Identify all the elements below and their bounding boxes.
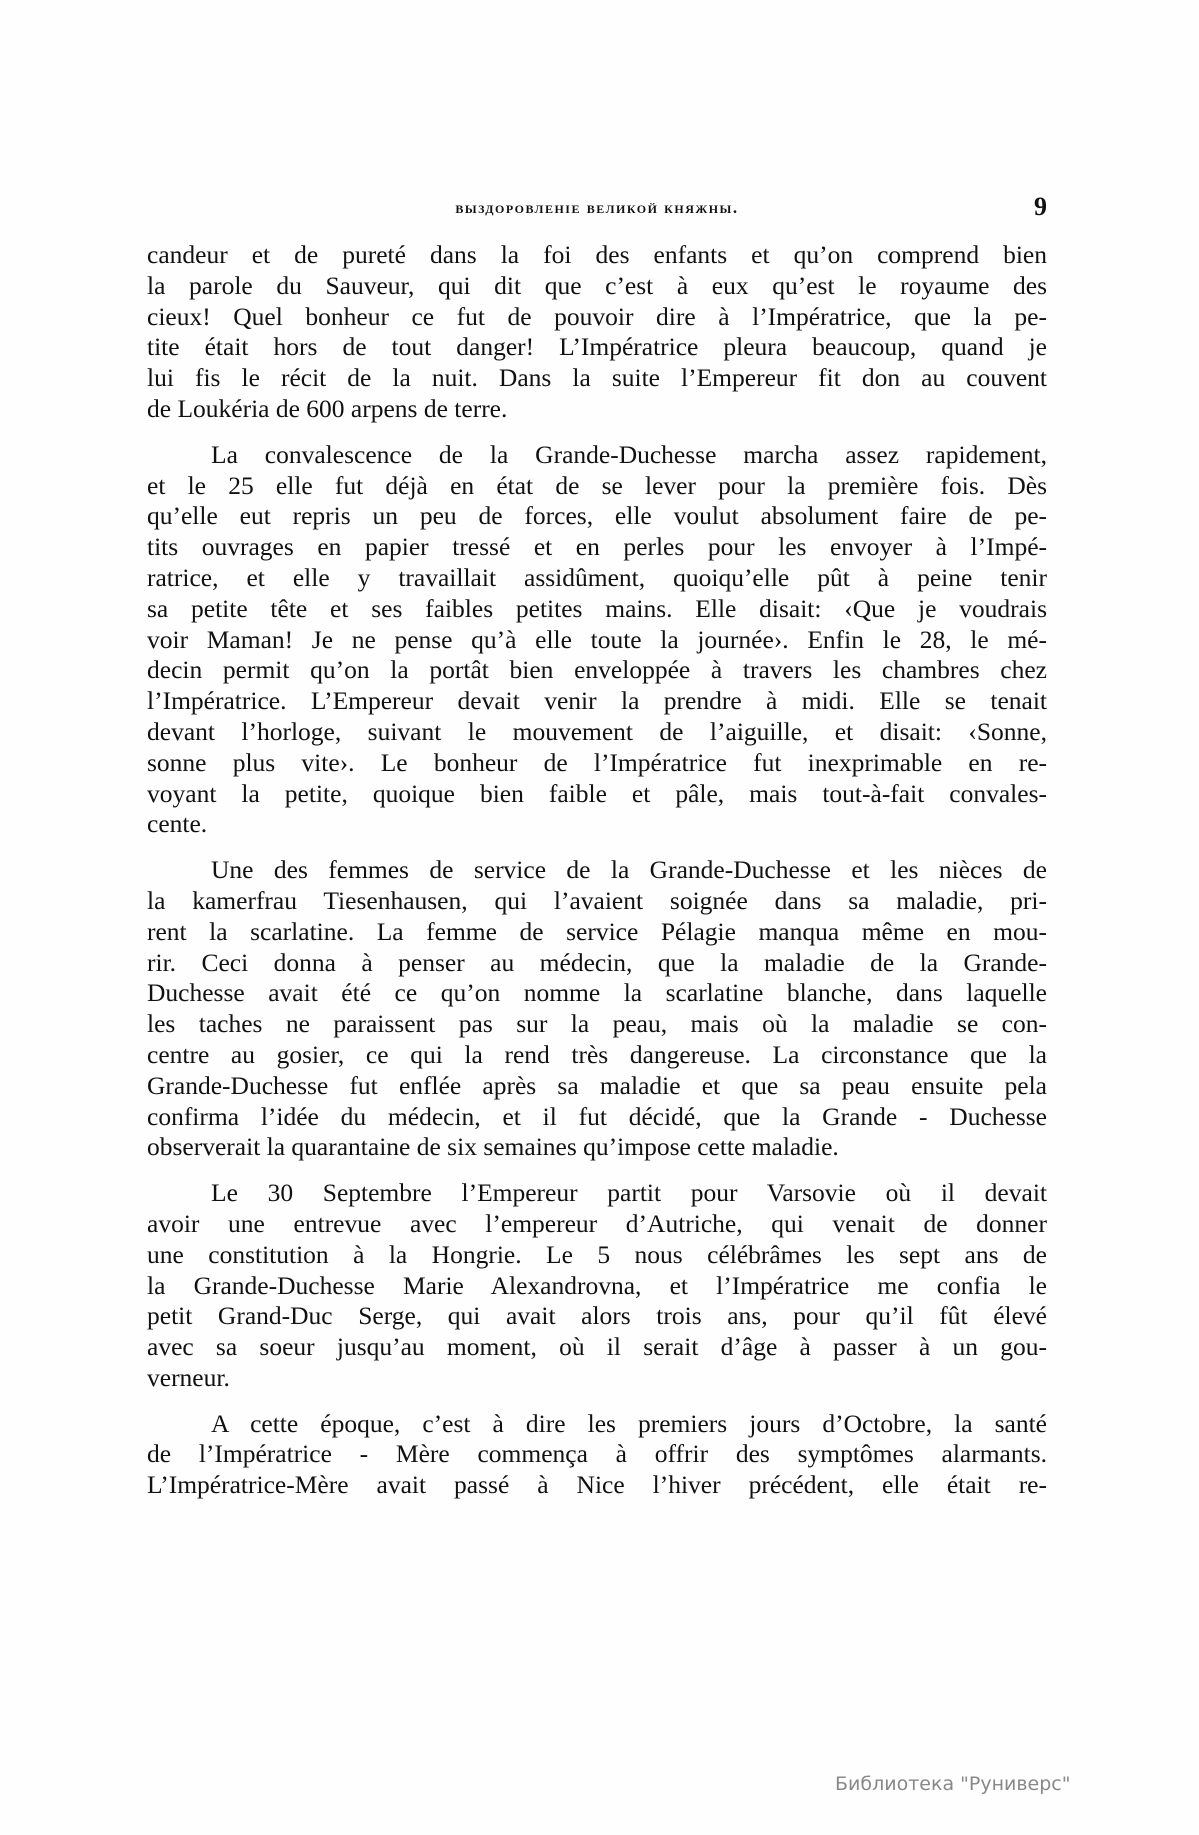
text-line: qu’elle eut repris un peu de forces, elle voulut absolument faire de pe-	[147, 501, 1047, 531]
text-line: rir. Ceci donna à penser au médecin, que la maladie de la Grande-	[147, 947, 1047, 977]
text-line: rent la scarlatine. La femme de service Pélagie manqua même en mou-	[147, 916, 1047, 946]
text-line: Duchesse avait été ce qu’on nomme la scarlatine blanche, dans laquelle	[147, 978, 1047, 1008]
text-line: la kamerfrau Tiesenhausen, qui l’avaient soignée dans sa maladie, pri-	[147, 885, 1047, 915]
text-line: observerait la quarantaine de six semaines qu’impose cette maladie.	[147, 1132, 839, 1162]
body-text	[147, 240, 1047, 1501]
paragraph	[147, 1178, 1047, 1394]
text-line: confirma l’idée du médecin, et il fut décidé, que la Grande - Duchesse	[147, 1101, 1047, 1131]
library-watermark: Библиотека "Руниверс"	[835, 1773, 1071, 1795]
text-line: avoir une entrevue avec l’empereur d’Autriche, qui venait de donner	[147, 1208, 1047, 1238]
running-head	[147, 192, 1047, 224]
text-line: Une des femmes de service de la Grande-Duchesse et les nièces de	[211, 855, 1047, 885]
text-line: cente.	[147, 809, 208, 839]
text-line: La convalescence de la Grande-Duchesse marcha assez rapidement,	[211, 439, 1047, 469]
text-line: tits ouvrages en papier tressé et en perles pour les envoyer à l’Impé-	[147, 532, 1047, 562]
text-line: les taches ne paraissent pas sur la peau, mais où la maladie se con-	[147, 1009, 1047, 1039]
text-line: et le 25 elle fut déjà en état de se lever pour la première fois. Dès	[147, 470, 1047, 500]
text-line: la Grande-Duchesse Marie Alexandrovna, et l’Impératrice me confia le	[147, 1270, 1047, 1300]
text-line: candeur et de pureté dans la foi des enfants et qu’on comprend bien	[147, 240, 1047, 269]
paragraph-gap	[147, 840, 1047, 855]
text-line: de Loukéria de 600 arpens de terre.	[147, 393, 508, 423]
text-line: voyant la petite, quoique bien faible et pâle, mais tout-à-fait convales-	[147, 778, 1047, 808]
paragraph	[147, 440, 1047, 840]
text-line: sa petite tête et ses faibles petites mains. Elle disait: ‹Que je voudrais	[147, 593, 1047, 623]
text-line: ratrice, et elle y travaillait assidûment, quoiqu’elle pût à peine tenir	[147, 562, 1047, 592]
page-number: 9	[1034, 192, 1047, 221]
text-line: voir Maman! Je ne pense qu’à elle toute la journée›. Enfin le 28, le mé-	[147, 624, 1047, 654]
paragraph	[147, 855, 1047, 1163]
text-line: de l’Impératrice - Mère commença à offrir des symptômes alarmants.	[147, 1439, 1047, 1469]
text-line: avec sa soeur jusqu’au moment, où il serait d’âge à passer à un gou-	[147, 1332, 1047, 1362]
paragraph-gap	[147, 1394, 1047, 1409]
text-line: l’Impératrice. L’Empereur devait venir la prendre à midi. Elle se tenait	[147, 686, 1047, 716]
paragraph	[147, 1409, 1047, 1501]
paragraph	[147, 240, 1047, 425]
text-line: sonne plus vite›. Le bonheur de l’Impératrice fut inexprimable en re-	[147, 747, 1047, 777]
text-line: Grande-Duchesse fut enflée après sa maladie et que sa peau ensuite pela	[147, 1070, 1047, 1100]
text-line: centre au gosier, ce qui la rend très dangereuse. La circonstance que la	[147, 1039, 1047, 1069]
text-line: L’Impératrice-Mère avait passé à Nice l’hiver précédent, elle était re-	[147, 1470, 1047, 1500]
paragraph-gap	[147, 425, 1047, 440]
paragraph-gap	[147, 1163, 1047, 1178]
text-line: une constitution à la Hongrie. Le 5 nous célébrâmes les sept ans de	[147, 1239, 1047, 1269]
running-title: выздоровленiе великой княжны.	[455, 198, 739, 217]
text-line: tite était hors de tout danger! L’Impératrice pleura beaucoup, quand je	[147, 332, 1047, 362]
text-line: lui fis le récit de la nuit. Dans la suite l’Empereur fit don au couvent	[147, 363, 1047, 393]
text-line: petit Grand-Duc Serge, qui avait alors trois ans, pour qu’il fût élevé	[147, 1301, 1047, 1331]
text-line: la parole du Sauveur, qui dit que c’est à eux qu’est le royaume des	[147, 270, 1047, 300]
text-line: A cette époque, c’est à dire les premiers jours d’Octobre, la santé	[211, 1408, 1047, 1438]
text-line: verneur.	[147, 1362, 230, 1392]
text-line: devant l’horloge, suivant le mouvement de l’aiguille, et disait: ‹Sonne,	[147, 716, 1047, 746]
text-line: Le 30 Septembre l’Empereur partit pour Varsovie où il devait	[211, 1178, 1047, 1208]
text-line: cieux! Quel bonheur ce fut de pouvoir dire à l’Impératrice, que la pe-	[147, 301, 1047, 331]
text-line: decin permit qu’on la portât bien enveloppée à travers les chambres chez	[147, 655, 1047, 685]
